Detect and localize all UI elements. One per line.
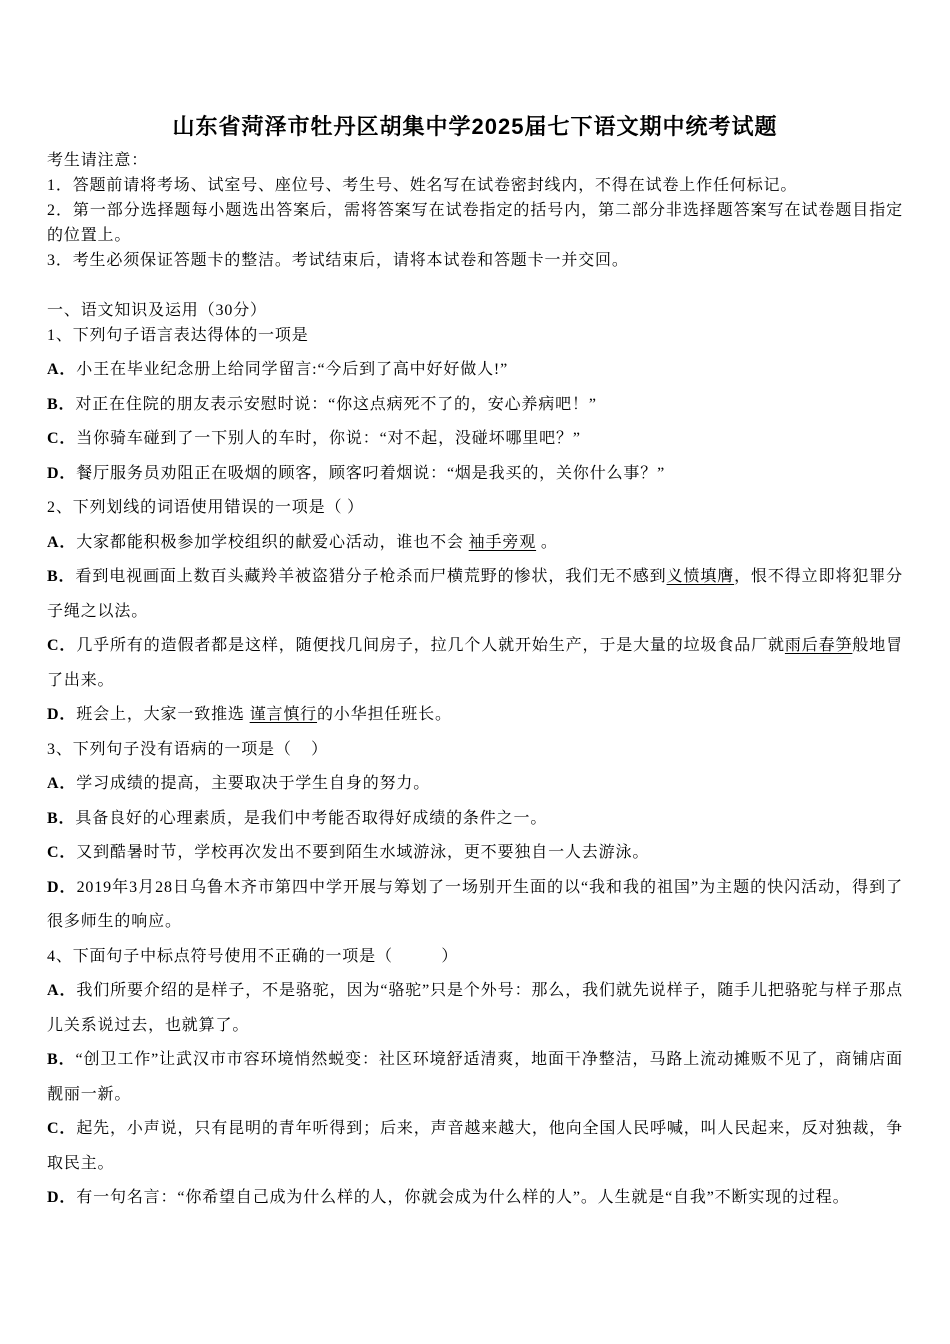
option-label: C． (47, 430, 77, 448)
notice-item-2: 2．第一部分选择题每小题选出答案后，需将答案写在试卷指定的括号内，第二部分非选择题答案写在试卷题目指定的位置上。 (47, 201, 903, 245)
candidate-notice (47, 148, 903, 274)
option-label: C． (47, 637, 77, 655)
option-d (47, 457, 903, 492)
option-text-after: 的小华担任班长。 (317, 706, 452, 724)
underlined-word: 袖手旁观 (468, 533, 537, 551)
option-label: A． (47, 775, 77, 793)
option-label: D． (47, 464, 77, 482)
question-stem: 1、下列句子语言表达得体的一项是 (47, 326, 309, 344)
option-label: D． (47, 706, 77, 724)
option-b (47, 1043, 903, 1112)
option-text: 具备良好的心理素质，是我们中考能否取得好成绩的条件之一。 (75, 809, 548, 827)
option-c (47, 422, 903, 457)
question-3 (47, 733, 903, 940)
option-text-before: 几乎所有的造假者都是这样，随便找几间房子，拉几个人就开始生产，于是大量的垃圾食品厂就 (76, 637, 785, 655)
option-label: B． (47, 395, 76, 413)
option-a (47, 767, 903, 802)
underlined-word: 义愤填膺 (666, 568, 735, 586)
option-text: 2019年3月28日乌鲁木齐市第四中学开展与筹划了一场别开生面的以“我和我的祖国”为主题的快闪活动，得到了很多师生的响应。 (47, 878, 903, 931)
option-label: C． (47, 844, 77, 862)
option-text: 起先，小声说，只有昆明的青年听得到；后来，声音越来越大，他向全国人民呼喊，叫人民起来，反对独裁，争取民主。 (47, 1120, 903, 1172)
option-label: D． (47, 878, 77, 896)
option-text-before: 看到电视画面上数百头藏羚羊被盗猎分子枪杀而尸横荒野的惨状，我们无不感到 (75, 568, 667, 586)
option-text: “创卫工作”让武汉市市容环境悄然蜕变：社区环境舒适清爽，地面干净整洁，马路上流动摊贩不见了，商铺店面靓丽一新。 (47, 1051, 903, 1103)
question-list (47, 319, 903, 1216)
option-d (47, 1181, 903, 1216)
question-stem: 3、下列句子没有语病的一项是（ ） (47, 740, 329, 758)
option-label: C． (47, 1120, 77, 1138)
option-label: D． (47, 1189, 77, 1207)
option-text: 有一句名言：“你希望自己成为什么样的人，你就会成为什么样的人”。人生就是“自我”不断实现的过程。 (76, 1189, 850, 1207)
option-label: B． (47, 809, 76, 827)
option-c (47, 629, 903, 698)
option-a (47, 353, 903, 388)
option-text: 当你骑车碰到了一下别人的车时，你说：“对不起，没碰坏哪里吧？” (76, 430, 581, 448)
question-stem: 2、下列划线的词语使用错误的一项是（ ） (47, 499, 365, 517)
option-text-after: 。 (536, 533, 558, 551)
option-text-after: 般地冒了出来。 (47, 637, 903, 689)
question-1 (47, 319, 903, 492)
option-label: B． (47, 1051, 76, 1069)
notice-item-1: 1．答题前请将考场、试室号、座位号、考生号、姓名写在试卷密封线内，不得在试卷上作任何标记。 (47, 176, 798, 194)
option-label: A． (47, 982, 77, 1000)
option-b (47, 802, 903, 837)
notice-heading: 考生请注意： (47, 151, 149, 169)
exam-title: 山东省菏泽市牡丹区胡集中学2025届七下语文期中统考试题 (172, 114, 778, 139)
option-a (47, 526, 903, 561)
option-text-before: 班会上，大家一致推选 (76, 706, 250, 724)
option-label: A． (47, 361, 77, 379)
option-b (47, 560, 903, 629)
option-text: 餐厅服务员劝阻正在吸烟的顾客，顾客叼着烟说：“烟是我买的，关你什么事？” (76, 464, 666, 482)
option-c (47, 1112, 903, 1181)
underlined-word: 雨后春笋 (784, 637, 853, 655)
notice-item-3: 3．考生必须保证答题卡的整洁。考试结束后，请将本试卷和答题卡一并交回。 (47, 252, 629, 270)
question-4 (47, 940, 903, 1216)
option-label: A． (47, 533, 77, 551)
option-text-before: 大家都能积极参加学校组织的献爱心活动，谁也不会 (76, 533, 469, 551)
option-text: 学习成绩的提高，主要取决于学生自身的努力。 (76, 775, 431, 793)
option-text: 对正在住院的朋友表示安慰时说：“你这点病死不了的，安心养病吧！” (75, 395, 597, 413)
option-text: 我们所要介绍的是样子，不是骆驼，因为“骆驼”只是个外号：那么，我们就先说样子，随手儿把骆驼与样子那点儿关系说过去，也就算了。 (47, 982, 903, 1034)
option-c (47, 836, 903, 871)
question-stem: 4、下面句子中标点符号使用不正确的一项是（ ） (47, 947, 459, 965)
option-text: 小王在毕业纪念册上给同学留言:“今后到了高中好好做人!” (76, 361, 509, 379)
option-text-after: ，恨不得立即将犯罪分子绳之以法。 (47, 568, 903, 620)
underlined-word: 谨言慎行 (249, 706, 318, 724)
option-a (47, 974, 903, 1043)
option-text: 又到酷暑时节，学校再次发出不要到陌生水域游泳，更不要独自一人去游泳。 (76, 844, 650, 862)
option-d (47, 698, 903, 733)
question-2 (47, 491, 903, 733)
option-d (47, 871, 903, 940)
section-heading: 一、语文知识及运用（30分） (47, 301, 267, 319)
option-label: B． (47, 568, 76, 586)
option-b (47, 388, 903, 423)
